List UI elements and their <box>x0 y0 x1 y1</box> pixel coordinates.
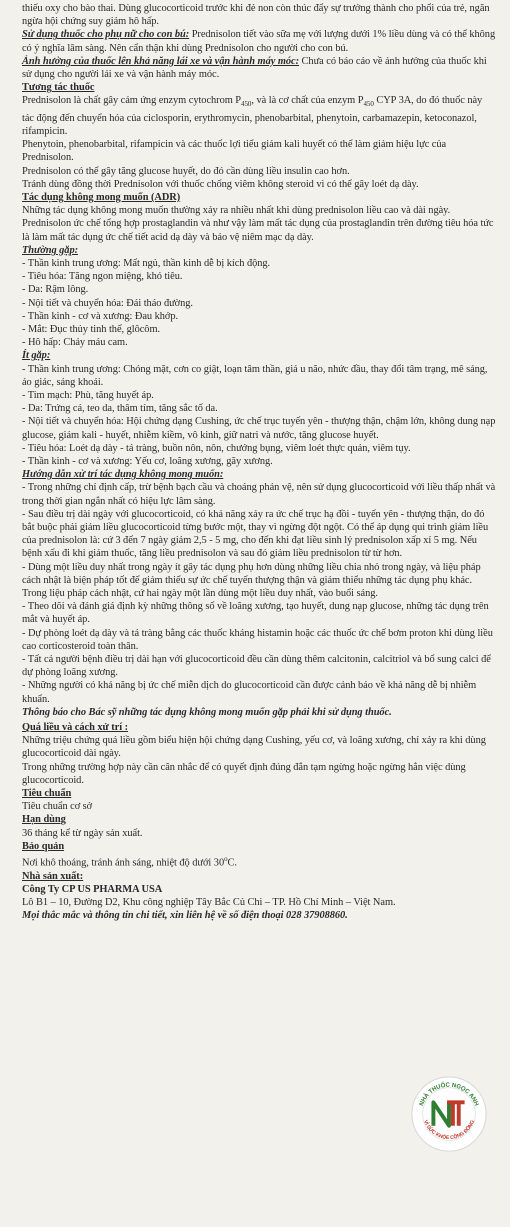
list-item: - Tất cả người bệnh điều trị dài hạn với glucocorticoid đều cần dùng thêm calcitonin, calcitriol và bổ sung calci để dự phòng loãng xương. <box>22 654 491 679</box>
adr-heading: Tác dụng không mong muốn (ADR) <box>22 191 181 203</box>
intro-paragraph: thiếu oxy cho bào thai. Dùng glucocorticoid trước khi đẻ non còn thúc đẩy sự trưởng thành cho phổi của trẻ, ngăn ngừa hội chứng suy giảm hô hấp. <box>22 3 490 28</box>
lactation-heading: Sử dụng thuốc cho phụ nữ cho con bú: <box>22 29 190 41</box>
standard-text: Tiêu chuẩn cơ sở <box>22 801 93 813</box>
adr-rare-heading: Ít gặp: <box>22 350 51 362</box>
pharmacy-seal-logo <box>410 1075 488 1153</box>
storage-text-b: C. <box>227 857 237 869</box>
company-name: Công Ty CP US PHARMA USA <box>22 883 163 895</box>
list-item: - Nội tiết và chuyển hóa: Hội chứng dạng Cushing, ức chế trục tuyến yên - thượng thận, chậm lớn, không dung nạp glucose, giảm kali - huyết, nhiễm kiềm, vô kinh, giữ natri và nước, tăng glucose huyết. <box>22 416 496 441</box>
list-item: - Da: Rậm lông. <box>22 284 89 296</box>
manufacturer-heading: Nhà sản xuất: <box>22 870 84 882</box>
list-item: - Nội tiết và chuyển hóa: Đái tháo đường. <box>22 297 193 309</box>
list-item: - Trong những chỉ định cấp, trừ bệnh bạch cầu và choáng phản vệ, nên sử dụng glucocorticoid với liều thấp nhất và trong thời gian ngắn nhất có hiệu lực lâm sàng. <box>22 482 496 507</box>
list-item: - Theo dõi và đánh giá định kỳ những thông số về loãng xương, tạo huyết, dung nạp glucose, những tác dụng trên mắt và huyết áp. <box>22 601 489 626</box>
storage-text-a: Nơi khô thoáng, tránh ánh sáng, nhiệt độ dưới 30 <box>22 857 225 869</box>
list-item: - Thần kinh trung ương: Mất ngủ, thần kinh dễ bị kích động. <box>22 257 271 269</box>
adr-guide-heading: Hướng dẫn xử trí tác dụng không mong muốn: <box>22 469 224 481</box>
interactions-p1-a: Prednisolon là chất gây cảm ứng enzym cytochrom P <box>22 95 242 107</box>
list-item: - Thần kinh - cơ và xương: Yếu cơ, loãng xương, gãy xương. <box>22 455 273 467</box>
adr-common-list <box>22 257 496 349</box>
list-item: - Sau điều trị dài ngày với glucocorticoid, có khả năng xảy ra ức chế trục hạ đồi - tuyến yên - thượng thận, do đó bắt buộc phải giảm liều glucocorticoid từng bước một, thay vì ngừng đột ngột. Có thể áp dụng qui trình giảm liều của prednisolon là: cứ 3 đến 7 ngày giảm 2,5 - 5 mg, cho đến khi đạt liều sinh lý prednisolon xấp xỉ 5 mg. Nếu bệnh xấu đi khi giảm thuốc, tăng liều prednisolon và sau đó giảm liều prednisolon từ từ hơn. <box>22 508 489 560</box>
overdose-heading: Quá liều và cách xử trí : <box>22 722 128 734</box>
overdose-paragraph-1: Những triệu chứng quá liều gồm biểu hiện hội chứng dạng Cushing, yếu cơ, và loãng xương, chỉ xảy ra khi dùng glucocorticoid dài ngày. <box>22 735 486 760</box>
seal-bottom-text: VÌ SỨC KHỎE CỘNG ĐỒNG <box>422 1119 476 1142</box>
interactions-paragraph-4: Tránh dùng đồng thời Prednisolon với thuốc chống viêm không steroid vì có thể gây loét dạ dày. <box>22 178 419 190</box>
list-item: - Mắt: Đục thủy tinh thể, glôcôm. <box>22 323 161 335</box>
list-item: - Dùng một liều duy nhất trong ngày ít gây tác dụng phụ hơn dùng những liều chia nhỏ trong ngày, và liệu pháp cách nhật là biện pháp tốt để giảm thiểu sự ức chế tuyến thượng thận và giảm thiểu những tác dụng phụ khác. Trong liệu pháp cách nhật, cứ hai ngày một lần dùng một liều duy nhất, vào buổi sáng. <box>22 561 481 600</box>
expiry-heading: Hạn dùng <box>22 814 66 826</box>
cyp-subscript-2: 450 <box>363 100 374 109</box>
storage-heading: Bảo quản <box>22 840 65 852</box>
interactions-paragraph-1 <box>22 94 496 138</box>
lactation-text: Prednisolon tiết vào sữa mẹ với lượng dưới 1% liều dùng và có thể không có ý nghĩa lâm sàng. Nên cẩn thận khi dùng Prednisolon cho người cho con bú. <box>22 29 496 54</box>
driving-section <box>22 55 496 81</box>
list-item: - Thần kinh trung ương: Chóng mặt, cơn co giật, loạn tâm thần, giả u não, nhức đầu, thay đổi tâm trạng, mê sảng, ảo giác, sảng khoái. <box>22 363 488 388</box>
interactions-paragraph-3: Prednisolon có thể gây tăng glucose huyết, do đó cần dùng liều insulin cao hơn. <box>22 165 350 177</box>
cyp-subscript-1: 450 <box>241 100 252 109</box>
interactions-heading: Tương tác thuốc <box>22 82 95 94</box>
overdose-paragraph-2: Trong những trường hợp này cần cân nhắc để có quyết định đúng đắn tạm ngừng hoặc ngừng hẳn việc dùng glucocorticoid. <box>22 761 466 786</box>
list-item: - Tiêu hóa: Loét dạ dày - tá tràng, buồn nôn, nôn, chướng bụng, viêm loét thực quản, viêm tụy. <box>22 442 411 454</box>
list-item: - Hô hấp: Chảy máu cam. <box>22 337 128 349</box>
list-item: - Dự phòng loét dạ dày và tá tràng bằng các thuốc kháng histamin hoặc các thuốc ức chế bơm proton khi dùng liều cao corticosteroid toàn thân. <box>22 627 493 652</box>
contact-line: Mọi thắc mắc và thông tin chi tiết, xin liên hệ về số điện thoại 028 37908860. <box>22 910 348 922</box>
standard-heading: Tiêu chuẩn <box>22 788 72 800</box>
adr-paragraph-2: Prednisolon ức chế tổng hợp prostaglandin và như vậy làm mất tác dụng của prostaglandin trên đường tiêu hóa tức là làm mất tác dụng ức chế tiết acid dạ dày và bảo vệ niêm mạc dạ dày. <box>22 218 494 243</box>
degree-superscript: o <box>224 855 228 864</box>
list-item: - Thần kinh - cơ và xương: Đau khớp. <box>22 310 179 322</box>
seal-top-text: NHÀ THUỐC NGỌC ANH <box>419 1082 479 1107</box>
list-item: - Da: Trứng cá, teo da, thâm tím, tăng sắc tố da. <box>22 403 218 415</box>
interactions-p1-c: CYP 3A, do đó thuốc này tác động đến chuyển hóa của ciclosporin, erythromycin, phenobarbital, phenytoin, carbamazepin, ketoconazol, rifampicin. <box>22 95 483 137</box>
list-item: - Những người có khả năng bị ức chế miễn dịch do glucocorticoid cần được cảnh báo về khả năng dễ bị nhiễm khuẩn. <box>22 680 477 705</box>
list-item: - Tiêu hóa: Tăng ngon miệng, khó tiêu. <box>22 271 183 283</box>
interactions-p1-b: , và là cơ chất của enzym P <box>251 95 364 107</box>
adr-rare-list <box>22 363 496 469</box>
driving-heading: Ảnh hưởng của thuốc lên khả năng lái xe và vận hành máy móc: <box>22 55 299 67</box>
expiry-text: 36 tháng kể từ ngày sản xuất. <box>22 827 143 839</box>
adr-notice: Thông báo cho Bác sỹ những tác dụng không mong muốn gặp phải khi sử dụng thuốc. <box>22 706 392 718</box>
lactation-section <box>22 28 496 54</box>
driving-text: Chưa có báo cáo về ảnh hưởng của thuốc khi sử dụng cho người lái xe và vận hành máy móc. <box>22 55 487 81</box>
adr-guide-list <box>22 481 496 705</box>
interactions-paragraph-2: Phenytoin, phenobarbital, rifampicin và các thuốc lợi tiểu giảm kali huyết có thể làm giảm hiệu lực của Prednisolon. <box>22 139 447 164</box>
adr-common-heading: Thường gặp: <box>22 244 78 256</box>
list-item: - Tim mạch: Phù, tăng huyết áp. <box>22 389 154 401</box>
company-address: Lô B1 – 10, Đường D2, Khu công nghiệp Tây Bắc Củ Chi – TP. Hồ Chí Minh – Việt Nam. <box>22 897 396 909</box>
storage-text <box>22 853 496 870</box>
adr-paragraph-1: Những tác dụng không mong muốn thường xảy ra nhiều nhất khi dùng prednisolon liều cao và dài ngày. <box>22 205 451 217</box>
